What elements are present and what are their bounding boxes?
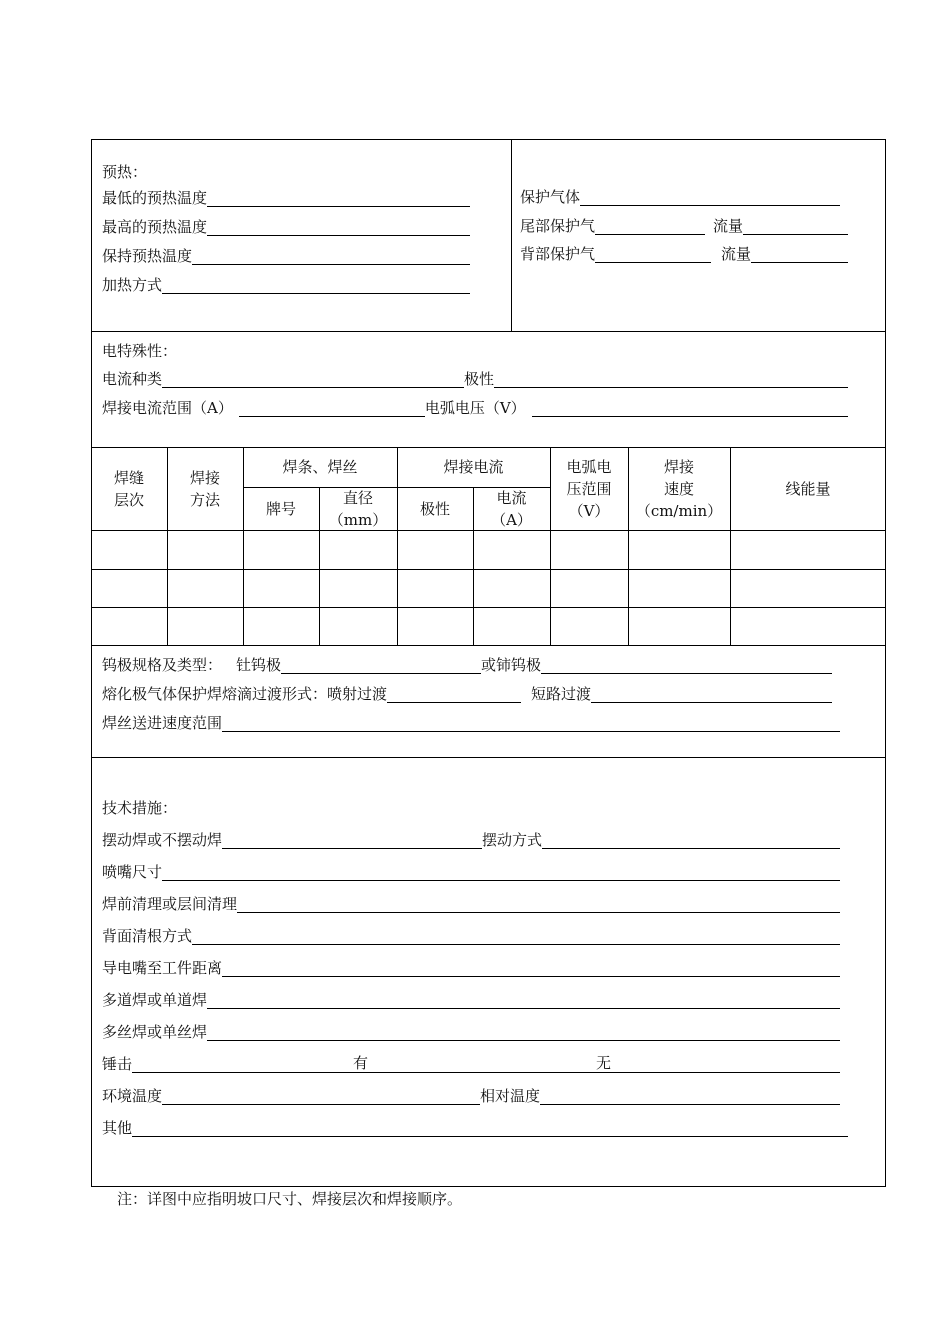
table-cell[interactable]: [397, 530, 473, 569]
transfer-field[interactable]: [102, 683, 832, 703]
table-cell[interactable]: [473, 530, 550, 569]
heating-method-field[interactable]: [102, 274, 470, 294]
hold-preheat-temp-line[interactable]: [192, 248, 470, 265]
tip-distance-field[interactable]: [102, 957, 840, 977]
col-header-layer: 焊缝 层次: [113, 468, 144, 509]
other-line[interactable]: [132, 1120, 848, 1137]
spray-line[interactable]: [387, 686, 521, 703]
divider-table-bottom: [91, 645, 886, 646]
ambient-temp-field[interactable]: [102, 1085, 840, 1105]
other-label: 其他: [102, 1119, 133, 1137]
wire-feed-field[interactable]: [102, 712, 840, 732]
shielding-gas-line[interactable]: [580, 189, 840, 206]
table-cell[interactable]: [319, 530, 397, 569]
peening-field[interactable]: [102, 1053, 840, 1073]
multi-pass-label: 多道焊或单道焊: [102, 991, 208, 1009]
hold-preheat-temp-field[interactable]: [102, 245, 470, 265]
table-cell[interactable]: [91, 569, 167, 607]
short-label: 短路过渡: [531, 685, 592, 703]
tail-flow-line[interactable]: [743, 218, 848, 235]
tungsten-spec-label: 钨极规格及类型：: [102, 656, 223, 674]
col-header-polarity: 极性: [419, 499, 450, 518]
table-cell[interactable]: [91, 530, 167, 569]
wire-feed-line[interactable]: [222, 715, 840, 732]
tail-gas-line[interactable]: [595, 218, 705, 235]
weave-method-label: 摆动方式: [482, 831, 543, 849]
cleaning-label: 焊前清理或层间清理: [102, 895, 238, 913]
max-preheat-temp-line[interactable]: [207, 219, 470, 236]
ambient-temp-line[interactable]: [162, 1088, 480, 1105]
wire-feed-label: 焊丝送进速度范围: [102, 714, 223, 732]
cleaning-line[interactable]: [237, 896, 840, 913]
table-cell[interactable]: [167, 607, 243, 645]
back-gouging-line[interactable]: [192, 928, 840, 945]
relative-temp-label: 相对温度: [480, 1087, 541, 1105]
divider-tungsten: [91, 757, 886, 758]
col-header-speed: 焊接 速度 （cm/min）: [635, 457, 723, 520]
ceriated-line[interactable]: [541, 657, 832, 674]
table-cell[interactable]: [397, 607, 473, 645]
current-type-line[interactable]: [162, 371, 464, 388]
multi-wire-line[interactable]: [207, 1024, 840, 1041]
col-header-heat-input: 线能量: [785, 479, 831, 498]
multi-pass-line[interactable]: [207, 992, 840, 1009]
shielding-gas-label: 保护气体: [520, 188, 581, 206]
polarity-line[interactable]: [494, 371, 848, 388]
table-cell[interactable]: [628, 607, 730, 645]
back-gas-field[interactable]: [520, 243, 848, 263]
tip-distance-label: 导电嘴至工件距离: [102, 959, 223, 977]
nozzle-line[interactable]: [162, 864, 840, 881]
table-cell[interactable]: [91, 607, 167, 645]
current-range-field[interactable]: [102, 397, 848, 417]
footnote: 注：详图中应指明坡口尺寸、焊接层次和焊接顺序。: [117, 1190, 463, 1208]
tail-flow-label: 流量: [713, 217, 744, 235]
thoriated-line[interactable]: [281, 657, 481, 674]
other-field[interactable]: [102, 1117, 848, 1137]
hold-preheat-temp-label: 保持预热温度: [102, 247, 193, 265]
table-cell[interactable]: [550, 607, 628, 645]
divider-preheat-vertical: [511, 139, 512, 331]
min-preheat-temp-label: 最低的预热温度: [102, 189, 208, 207]
back-gas-line[interactable]: [595, 246, 711, 263]
weave-field[interactable]: [102, 829, 840, 849]
table-cell[interactable]: [628, 569, 730, 607]
heating-method-label: 加热方式: [102, 276, 163, 294]
polarity-label: 极性: [464, 370, 495, 388]
cleaning-field[interactable]: [102, 893, 840, 913]
weave-method-line[interactable]: [542, 832, 840, 849]
table-cell[interactable]: [167, 569, 243, 607]
back-gouging-field[interactable]: [102, 925, 840, 945]
current-range-line[interactable]: [239, 400, 425, 417]
table-cell[interactable]: [243, 530, 319, 569]
col-header-filler: 焊条、焊丝: [282, 458, 358, 476]
table-cell[interactable]: [243, 607, 319, 645]
table-cell[interactable]: [730, 569, 886, 607]
min-preheat-temp-line[interactable]: [207, 190, 470, 207]
transfer-label: 熔化极气体保护焊熔滴过渡形式：: [102, 685, 328, 703]
max-preheat-temp-label: 最高的预热温度: [102, 218, 208, 236]
weave-line[interactable]: [222, 832, 482, 849]
back-gas-label: 背部保护气: [520, 245, 596, 263]
nozzle-field[interactable]: [102, 861, 840, 881]
col-header-diameter: 直径 （mm）: [328, 488, 388, 529]
table-cell[interactable]: [473, 569, 550, 607]
col-header-current-group: 焊接电流: [443, 458, 504, 476]
col-header-method: 焊接 方法: [189, 468, 220, 509]
nozzle-label: 喷嘴尺寸: [102, 863, 163, 881]
table-cell[interactable]: [243, 569, 319, 607]
ceriated-label: 或铈钨极: [481, 656, 542, 674]
multi-wire-field[interactable]: [102, 1021, 840, 1041]
weave-label: 摆动焊或不摆动焊: [102, 831, 223, 849]
technique-heading: 技术措施：: [102, 799, 178, 817]
table-cell[interactable]: [730, 607, 886, 645]
table-cell[interactable]: [550, 569, 628, 607]
table-cell[interactable]: [397, 569, 473, 607]
table-cell[interactable]: [319, 569, 397, 607]
current-type-label: 电流种类: [102, 370, 163, 388]
current-type-field[interactable]: [102, 368, 848, 388]
peening-label: 锤击: [102, 1055, 133, 1073]
tail-gas-label: 尾部保护气: [520, 217, 596, 235]
electrical-heading: 电特殊性：: [102, 342, 178, 360]
tail-gas-field[interactable]: [520, 215, 848, 235]
thoriated-label: 钍钨极: [236, 656, 282, 674]
relative-temp-line[interactable]: [540, 1088, 840, 1105]
max-preheat-temp-field[interactable]: [102, 216, 470, 236]
table-cell[interactable]: [550, 530, 628, 569]
table-cell[interactable]: [628, 530, 730, 569]
tungsten-field[interactable]: [102, 654, 832, 674]
table-cell[interactable]: [167, 530, 243, 569]
peening-no[interactable]: 无: [596, 1054, 612, 1072]
spray-label: 喷射过渡: [327, 685, 388, 703]
back-flow-label: 流量: [721, 245, 752, 263]
preheat-heading: 预热：: [102, 163, 148, 181]
back-gouging-label: 背面清根方式: [102, 927, 193, 945]
table-cell[interactable]: [319, 607, 397, 645]
peening-yes[interactable]: 有: [353, 1054, 369, 1072]
heating-method-line[interactable]: [162, 277, 470, 294]
divider-preheat: [91, 331, 886, 332]
table-cell[interactable]: [473, 607, 550, 645]
shielding-gas-field[interactable]: [520, 186, 840, 206]
tip-distance-line[interactable]: [222, 960, 840, 977]
col-header-voltage: 电弧电 压范围 （V）: [566, 457, 612, 520]
arc-voltage-line[interactable]: [532, 400, 848, 417]
min-preheat-temp-field[interactable]: [102, 187, 470, 207]
short-line[interactable]: [591, 686, 832, 703]
multi-wire-label: 多丝焊或单丝焊: [102, 1023, 208, 1041]
back-flow-line[interactable]: [751, 246, 848, 263]
arc-voltage-label: 电弧电压（V）: [424, 399, 526, 417]
ambient-temp-label: 环境温度: [102, 1087, 163, 1105]
table-cell[interactable]: [730, 530, 886, 569]
peening-line[interactable]: [132, 1056, 840, 1073]
col-header-current: 电流 （A）: [491, 488, 532, 529]
col-header-brand: 牌号: [265, 499, 296, 518]
multi-pass-field[interactable]: [102, 989, 840, 1009]
current-range-label: 焊接电流范围（A）: [102, 399, 233, 417]
